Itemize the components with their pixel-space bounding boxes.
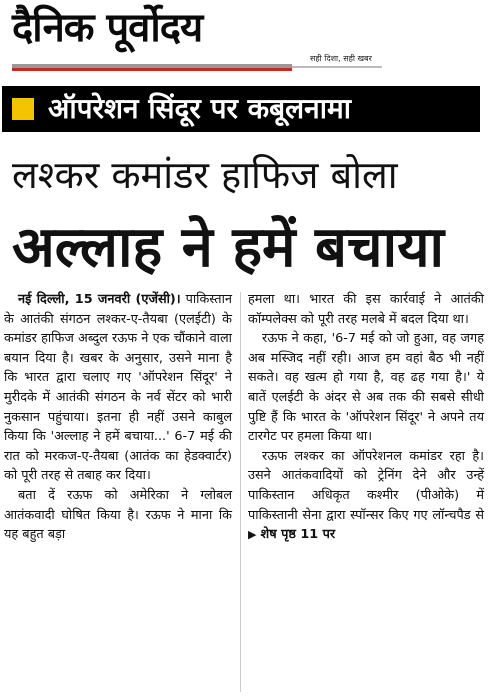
article-column-left: [4, 290, 232, 545]
masthead-tagline: सही दिशा, सही खबर: [310, 54, 372, 63]
article-paragraph: रऊफ ने कहा, '6-7 मई को जो हुआ, वह जगह अब मस्जिद नहीं रही। आज हम वहां बैठ भी नहीं सकते। वह खत्म हो गया है, वह ढह गया है।' ये बातें एलईटी के अंदर से अब तक की सबसे सीधी पुष्टि हैं कि भारत के 'ऑपरेशन सिंदूर' ने अपने तय टारगेट पर हमला किया था।: [248, 331, 484, 445]
yellow-square-icon: [12, 98, 34, 120]
article-paragraph: हमला था। भारत की इस कार्रवाई ने आतंकी कॉम्पलेक्स को पूरी तरह मलबे में बदल दिया था।: [248, 292, 484, 327]
article-column-right: [248, 290, 484, 545]
kicker-text: ऑपरेशन सिंदूर पर कबूलनामा: [48, 92, 351, 125]
article-paragraph: बता दें रऊफ को अमेरिका ने ग्लोबल आतंकवादी घोषित किया है। रऊफ ने माना कि यह बहुत बड़ा: [4, 487, 232, 543]
paragraph-text: रऊफ लश्कर का ऑपरेशनल कमांडर रहा है। उसने आतंकवादियों को ट्रेनिंग देने और उन्हें पाकिस्तान अधिकृत कश्मीर (पीओके) में पाकिस्तानी सेना द्वारा स्पॉन्सर किए गए लॉन्चपैड से: [248, 448, 484, 523]
dateline: नई दिल्ली, 15 जनवरी (एजेंसी)।: [18, 292, 181, 307]
column-divider: [240, 292, 241, 692]
headline-line-1: लश्कर कमांडर हाफिज बोला: [12, 153, 398, 197]
article-paragraph: [4, 290, 232, 486]
masthead: [0, 0, 499, 80]
article-paragraph: [248, 447, 484, 545]
continued-on-page-link[interactable]: शेष पृष्ठ 11 पर: [260, 527, 336, 543]
masthead-rule-thin: [292, 66, 382, 68]
masthead-rule-red: [12, 68, 292, 71]
paragraph-text: पाकिस्तान के आतंकी संगठन लश्कर-ए-तैयबा (एलईटी) के कमांडर हाफिज अब्दुल रऊफ ने एक चौंकाने वाला बयान दिया है। खबर के अनुसार, उसने माना है कि भारत द्वारा चलाए गए 'ऑपरेशन सिंदूर' ने मुरीदके में आतंकी संगठन के नर्व सेंटर को भारी नुकसान पहुंचाया। इतना ही नहीं उसने काबुल किया कि 'अल्लाह ने हमें बचाया...' 6-7 मई की रात को मरकज-ए-तैयबा (आतंक का हेडक्वार्टर) को पूरी तरह से तबाह कर दिया।: [4, 292, 232, 484]
kicker-banner: [2, 86, 480, 132]
newspaper-logo: दैनिक पूर्वोदय: [12, 4, 203, 51]
continue-arrow-icon: ▶: [248, 528, 257, 542]
headline-line-2: अल्लाह ने हमें बचाया: [12, 215, 445, 280]
